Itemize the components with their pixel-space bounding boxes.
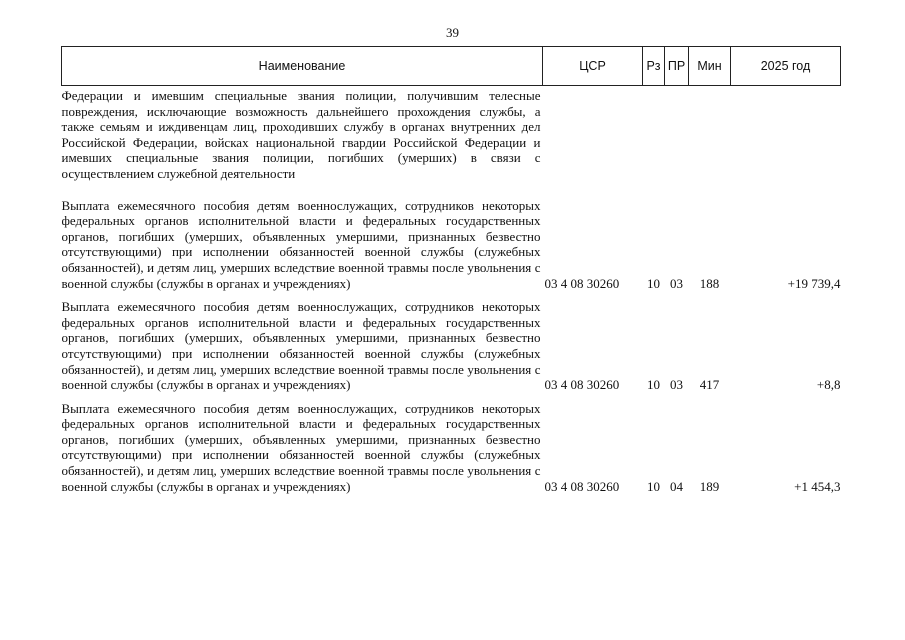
budget-table bbox=[61, 46, 841, 494]
table-row bbox=[62, 291, 841, 393]
header-min: Мин bbox=[689, 47, 731, 86]
row-name: Выплата ежемесячного пособия детям военнослужащих, сотрудников некоторых федеральных органов исполнительной власти и федеральных государственных органов, погибших (умерших, объявленных умершими, признанных безвестно отсутствующими) при исполнении обязанностей военной службы (служебных обязанностей), и детям лиц, умерших вследствие военной травмы после увольнения с военной службы (службы в органах и учреждениях) bbox=[61, 400, 541, 494]
row-name: Выплата ежемесячного пособия детям военнослужащих, сотрудников некоторых федеральных органов исполнительной власти и федеральных государственных органов, погибших (умерших, объявленных умершими, признанных безвестно отсутствующими) при исполнении обязанностей военной службы (служебных обязанностей), и детям лиц, умерших вследствие военной травмы после увольнения с военной службы (службы в органах и учреждениях) bbox=[61, 197, 541, 291]
table-row bbox=[62, 188, 841, 292]
header-csr: ЦСР bbox=[543, 47, 643, 86]
row-csr: 03 4 08 30260 bbox=[544, 377, 620, 393]
row-min bbox=[689, 86, 731, 188]
header-name: Наименование bbox=[62, 47, 543, 86]
row-sum: +1 454,3 bbox=[794, 478, 841, 494]
row-pr: 03 bbox=[670, 275, 683, 291]
row-name: Выплата ежемесячного пособия детям военнослужащих, сотрудников некоторых федеральных органов исполнительной власти и федеральных государственных органов, погибших (умерших, объявленных умершими, признанных безвестно отсутствующими) при исполнении обязанностей военной службы (служебных обязанностей), и детям лиц, умерших вследствие военной травмы после увольнения с военной службы (службы в органах и учреждениях) bbox=[61, 299, 541, 393]
row-csr: 03 4 08 30260 bbox=[544, 478, 620, 494]
table-header bbox=[62, 47, 841, 86]
table-row bbox=[62, 86, 841, 188]
table-body bbox=[62, 86, 841, 495]
row-sum bbox=[731, 86, 841, 188]
row-pr: 04 bbox=[670, 478, 683, 494]
table-row bbox=[62, 393, 841, 495]
row-csr: 03 4 08 30260 bbox=[544, 275, 620, 291]
row-min: 189 bbox=[699, 478, 720, 494]
row-rz bbox=[643, 86, 665, 188]
row-sum: +19 739,4 bbox=[787, 275, 841, 291]
header-sum: 2025 год bbox=[731, 47, 841, 86]
row-pr: 03 bbox=[670, 377, 683, 393]
row-rz: 10 bbox=[647, 478, 660, 494]
row-min: 417 bbox=[699, 377, 720, 393]
row-name: Федерации и имевшим специальные звания полиции, получившим телесные повреждения, исключающие возможность дальнейшего прохождения службы, а также семьям и иждивенцам лиц, проходивших службу в органах внутренних дел Российской Федерации, войсках национальной гвардии Российской Федерации и имевших специальные звания полиции, погибших (умерших) в связи с осуществлением служебной деятельности bbox=[61, 88, 541, 181]
page-number: 39 bbox=[446, 25, 459, 40]
row-sum: +8,8 bbox=[816, 377, 841, 393]
header-rz: Рз bbox=[643, 47, 665, 86]
row-rz: 10 bbox=[647, 377, 660, 393]
row-min: 188 bbox=[699, 275, 720, 291]
header-pr: ПР bbox=[665, 47, 689, 86]
row-rz: 10 bbox=[647, 275, 660, 291]
row-csr bbox=[543, 86, 643, 188]
row-pr bbox=[665, 86, 689, 188]
